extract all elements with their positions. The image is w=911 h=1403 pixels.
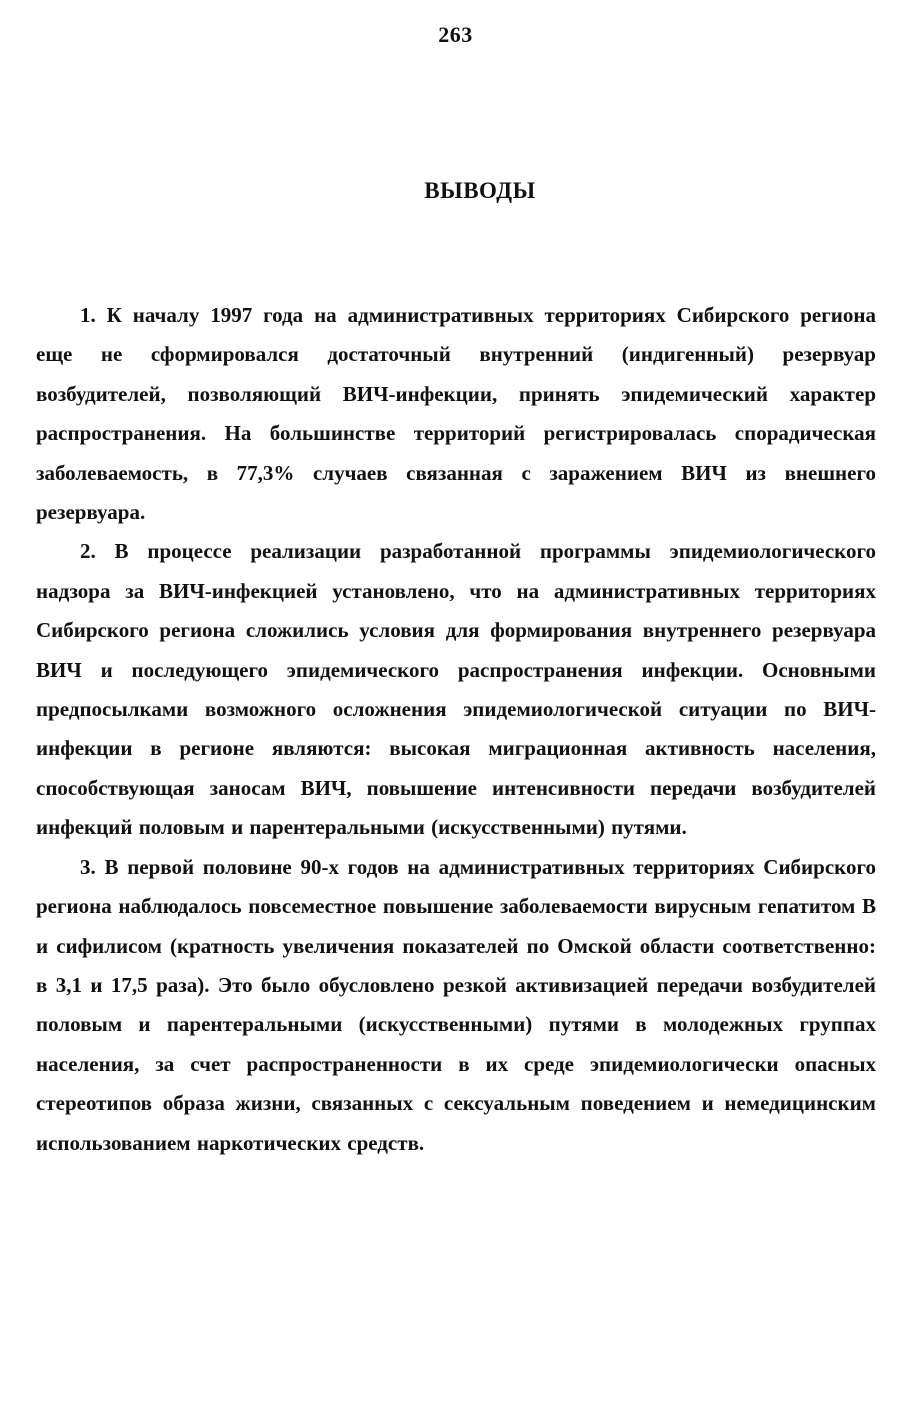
conclusion-paragraph-1: 1. К началу 1997 года на административных территориях Сибирского региона еще не сформировался достаточный внутренний (индигенный) резервуар возбудителей, позволяющий ВИЧ-инфекции, принять эпидемический характер распространения. На большинстве территорий регистрировалась спорадическая заболеваемость, в 77,3% случаев связанная с заражением ВИЧ из внешнего резервуара. [36,303,876,525]
section-heading: ВЫВОДЫ [424,178,536,203]
conclusion-paragraph-3: 3. В первой половине 90-х годов на административных территориях Сибирского региона наблюдалось повсеместное повышение заболеваемости вирусным гепатитом В и сифилисом (кратность увеличения показателей по Омской области соответственно: в 3,1 и 17,5 раза). Это было обусловлено резкой активизацией передачи возбудителей половым и парентеральными (искусственными) путями в молодежных группах населения, за счет распространенности в их среде эпидемиологически опасных стереотипов образа жизни, связанных с сексуальным поведением и немедицинским использованием наркотических средств. [36,854,876,1155]
page-number: 263 [438,22,473,47]
conclusions-body [36,296,876,1163]
conclusion-paragraph-2: 2. В процессе реализации разработанной программы эпидемиологического надзора за ВИЧ-инфекцией установлено, что на административных территориях Сибирского региона сложились условия для формирования внутреннего резервуара ВИЧ и последующего эпидемического распространения инфекции. Основными предпосылками возможного осложнения эпидемиологической ситуации по ВИЧ-инфекции в регионе являются: высокая миграционная активность населения, способствующая заносам ВИЧ, повышение интенсивности передачи возбудителей инфекций половым и парентеральными (искусственными) путями. [36,539,876,840]
